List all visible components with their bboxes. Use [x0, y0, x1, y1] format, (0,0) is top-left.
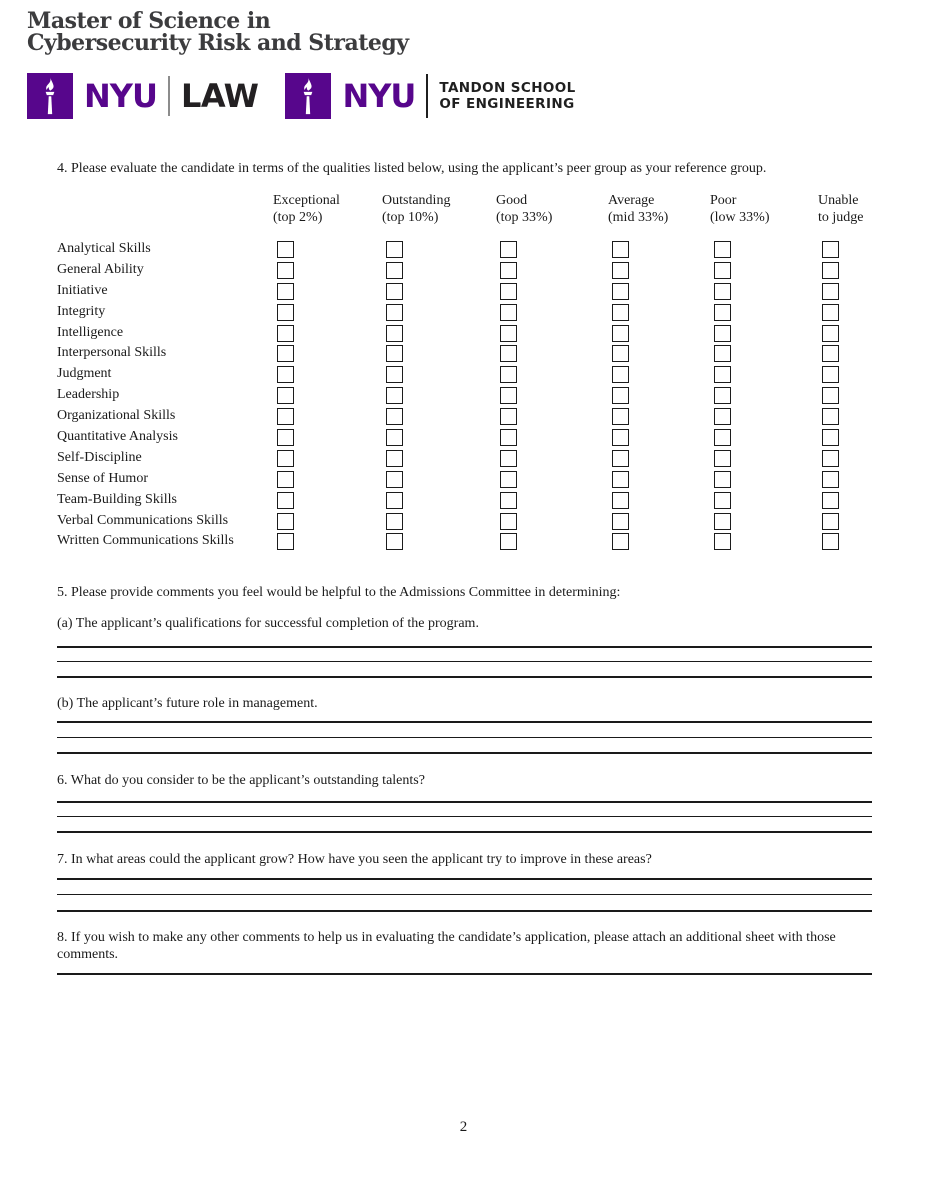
rating-checkbox[interactable]	[822, 387, 839, 404]
rating-cell	[608, 511, 710, 532]
rating-cell	[382, 364, 496, 385]
rating-cell	[608, 531, 710, 552]
rating-checkbox[interactable]	[822, 533, 839, 550]
answer-line[interactable]	[57, 878, 872, 880]
rating-checkbox[interactable]	[714, 408, 731, 425]
rating-cell	[608, 427, 710, 448]
rating-cell	[382, 427, 496, 448]
rating-cell	[382, 406, 496, 427]
rating-cell	[608, 239, 710, 260]
rating-checkbox[interactable]	[500, 304, 517, 321]
rating-checkbox[interactable]	[500, 387, 517, 404]
rating-checkbox[interactable]	[822, 450, 839, 467]
rating-cell	[608, 406, 710, 427]
rating-checkbox[interactable]	[500, 408, 517, 425]
tandon-wordmark: TANDON SCHOOL OF ENGINEERING	[439, 80, 576, 112]
rating-column-header: Poor (low 33%)	[710, 193, 770, 225]
rating-cell	[273, 427, 382, 448]
rating-cell	[710, 260, 818, 281]
answer-line[interactable]	[57, 801, 872, 803]
question-6-prompt: 6. What do you consider to be the applicant’s outstanding talents?	[57, 773, 425, 788]
nyu-wordmark: NYU	[84, 77, 157, 115]
rating-checkbox[interactable]	[714, 241, 731, 258]
quality-row-label: Interpersonal Skills	[57, 345, 167, 361]
rating-checkbox[interactable]	[277, 387, 294, 404]
rating-checkbox[interactable]	[714, 387, 731, 404]
rating-checkbox[interactable]	[277, 366, 294, 383]
rating-checkbox[interactable]	[386, 513, 403, 530]
rating-checkbox[interactable]	[500, 450, 517, 467]
answer-line[interactable]	[57, 894, 872, 895]
rating-cell	[273, 239, 382, 260]
rating-checkbox[interactable]	[386, 304, 403, 321]
rating-cell	[273, 406, 382, 427]
quality-row-label: Leadership	[57, 387, 120, 403]
rating-cell	[382, 448, 496, 469]
rating-checkbox[interactable]	[277, 345, 294, 362]
rating-checkbox[interactable]	[612, 492, 629, 509]
rating-checkbox[interactable]	[822, 471, 839, 488]
rating-checkbox[interactable]	[822, 429, 839, 446]
rating-cell	[818, 239, 873, 260]
rating-cell	[818, 302, 873, 323]
rating-cell	[710, 281, 818, 302]
rating-checkbox[interactable]	[612, 283, 629, 300]
answer-line[interactable]	[57, 721, 872, 723]
rating-cell	[273, 343, 382, 364]
rating-checkbox[interactable]	[500, 241, 517, 258]
answer-line[interactable]	[57, 661, 872, 662]
rating-cell	[382, 281, 496, 302]
rating-cell	[818, 323, 873, 344]
rating-checkbox[interactable]	[714, 513, 731, 530]
answer-line[interactable]	[57, 737, 872, 738]
answer-line[interactable]	[57, 646, 872, 648]
rating-cell	[608, 260, 710, 281]
rating-checkbox[interactable]	[822, 408, 839, 425]
rating-checkbox[interactable]	[386, 345, 403, 362]
page-number: 2	[459, 1119, 468, 1135]
rating-checkbox[interactable]	[386, 241, 403, 258]
rating-cell	[496, 260, 608, 281]
rating-cell	[608, 490, 710, 511]
rating-checkbox[interactable]	[612, 429, 629, 446]
rating-cell	[273, 511, 382, 532]
rating-column-header: Unable to judge	[818, 193, 864, 225]
rating-checkbox-grid	[57, 239, 873, 552]
rating-checkbox[interactable]	[612, 241, 629, 258]
answer-line[interactable]	[57, 816, 872, 817]
rating-cell	[382, 260, 496, 281]
logo-divider	[426, 74, 428, 118]
rating-checkbox[interactable]	[500, 366, 517, 383]
page-title-line1: Master of Science in	[27, 8, 271, 34]
rating-checkbox[interactable]	[822, 325, 839, 342]
rating-checkbox[interactable]	[386, 366, 403, 383]
question-8-prompt: 8. If you wish to make any other comments to help us in evaluating the candidate’s application, please attach an additional sheet with those comments.	[57, 930, 836, 962]
rating-cell	[818, 281, 873, 302]
rating-checkbox[interactable]	[277, 283, 294, 300]
rating-cell	[496, 343, 608, 364]
rating-checkbox[interactable]	[822, 262, 839, 279]
rating-cell	[818, 531, 873, 552]
rating-cell	[273, 323, 382, 344]
question-7-prompt: 7. In what areas could the applicant grow? How have you seen the applicant try to improve in these areas?	[57, 852, 652, 867]
rating-cell	[273, 385, 382, 406]
answer-line[interactable]	[57, 973, 872, 975]
rating-cell	[818, 427, 873, 448]
logo-divider	[168, 76, 170, 116]
rating-cell	[382, 323, 496, 344]
answer-line[interactable]	[57, 676, 872, 678]
rating-checkbox[interactable]	[822, 345, 839, 362]
rating-cell	[496, 323, 608, 344]
rating-checkbox[interactable]	[500, 492, 517, 509]
rating-checkbox[interactable]	[612, 262, 629, 279]
rating-checkbox[interactable]	[500, 283, 517, 300]
rating-cell	[818, 364, 873, 385]
quality-row-label: Intelligence	[57, 324, 124, 340]
rating-checkbox[interactable]	[277, 241, 294, 258]
quality-row-label: Integrity	[57, 303, 106, 319]
rating-checkbox[interactable]	[386, 471, 403, 488]
rating-cell	[496, 469, 608, 490]
rating-checkbox[interactable]	[386, 387, 403, 404]
quality-row-label: Verbal Communications Skills	[57, 512, 229, 528]
rating-cell	[818, 343, 873, 364]
rating-cell	[273, 469, 382, 490]
rating-cell	[273, 260, 382, 281]
quality-row-label: General Ability	[57, 261, 144, 277]
rating-cell	[710, 364, 818, 385]
rating-checkbox[interactable]	[714, 471, 731, 488]
rating-cell	[273, 281, 382, 302]
rating-checkbox[interactable]	[386, 533, 403, 550]
rating-checkbox[interactable]	[277, 450, 294, 467]
rating-column-header: Good (top 33%)	[496, 193, 553, 225]
rating-cell	[710, 511, 818, 532]
rating-cell	[273, 302, 382, 323]
logo-row	[27, 72, 576, 120]
rating-cell	[382, 385, 496, 406]
rating-cell	[496, 490, 608, 511]
rating-cell	[710, 531, 818, 552]
rating-checkbox[interactable]	[714, 262, 731, 279]
rating-checkbox[interactable]	[822, 241, 839, 258]
rating-cell	[608, 281, 710, 302]
rating-cell	[710, 385, 818, 406]
rating-column-headers	[57, 192, 873, 226]
rating-cell	[710, 239, 818, 260]
rating-checkbox[interactable]	[612, 408, 629, 425]
rating-checkbox[interactable]	[714, 304, 731, 321]
rating-checkbox[interactable]	[822, 492, 839, 509]
rating-checkbox[interactable]	[277, 408, 294, 425]
quality-row-label: Quantitative Analysis	[57, 429, 178, 445]
page-title	[27, 10, 409, 54]
nyu-torch-icon	[285, 73, 331, 119]
rating-checkbox[interactable]	[822, 304, 839, 321]
rating-checkbox[interactable]	[386, 429, 403, 446]
rating-cell	[382, 469, 496, 490]
rating-checkbox[interactable]	[500, 345, 517, 362]
rating-checkbox[interactable]	[500, 325, 517, 342]
rating-checkbox[interactable]	[714, 492, 731, 509]
rating-checkbox[interactable]	[386, 408, 403, 425]
rating-checkbox[interactable]	[612, 304, 629, 321]
quality-row-label: Self-Discipline	[57, 449, 142, 465]
law-wordmark: LAW	[180, 77, 259, 115]
nyu-tandon-logo	[285, 72, 575, 120]
rating-cell	[496, 427, 608, 448]
rating-checkbox[interactable]	[822, 283, 839, 300]
rating-checkbox[interactable]	[612, 513, 629, 530]
rating-checkbox[interactable]	[386, 492, 403, 509]
rating-checkbox[interactable]	[386, 283, 403, 300]
rating-cell	[496, 511, 608, 532]
rating-cell	[710, 448, 818, 469]
quality-row-label: Organizational Skills	[57, 408, 176, 424]
rating-checkbox[interactable]	[500, 262, 517, 279]
page-title-line2: Cybersecurity Risk and Strategy	[27, 30, 409, 56]
rating-checkbox[interactable]	[277, 429, 294, 446]
rating-checkbox[interactable]	[277, 325, 294, 342]
rating-checkbox[interactable]	[822, 366, 839, 383]
answer-line[interactable]	[57, 831, 872, 833]
rating-cell	[818, 511, 873, 532]
rating-checkbox[interactable]	[612, 387, 629, 404]
rating-cell	[710, 406, 818, 427]
rating-cell	[710, 302, 818, 323]
rating-cell	[608, 385, 710, 406]
rating-cell	[382, 302, 496, 323]
rating-cell	[710, 343, 818, 364]
rating-checkbox[interactable]	[612, 345, 629, 362]
question-5-prompt: 5. Please provide comments you feel would be helpful to the Admissions Committee in determining:	[57, 585, 621, 600]
rating-checkbox[interactable]	[714, 345, 731, 362]
quality-row-label: Initiative	[57, 282, 108, 298]
rating-checkbox[interactable]	[714, 325, 731, 342]
rating-cell	[496, 531, 608, 552]
nyu-wordmark: NYU	[342, 77, 416, 115]
rating-cell	[818, 385, 873, 406]
rating-cell	[382, 343, 496, 364]
rating-checkbox[interactable]	[277, 304, 294, 321]
answer-line[interactable]	[57, 752, 872, 754]
rating-cell	[273, 490, 382, 511]
rating-cell	[818, 469, 873, 490]
rating-checkbox[interactable]	[500, 471, 517, 488]
rating-checkbox[interactable]	[714, 366, 731, 383]
rating-checkbox[interactable]	[500, 533, 517, 550]
rating-checkbox[interactable]	[500, 429, 517, 446]
rating-cell	[496, 364, 608, 385]
rating-cell	[710, 490, 818, 511]
rating-checkbox[interactable]	[714, 533, 731, 550]
nyu-law-logo	[27, 72, 258, 120]
quality-row-label: Sense of Humor	[57, 470, 148, 486]
rating-cell	[382, 490, 496, 511]
rating-cell	[273, 448, 382, 469]
rating-cell	[818, 260, 873, 281]
rating-cell	[818, 490, 873, 511]
rating-checkbox[interactable]	[612, 450, 629, 467]
rating-checkbox[interactable]	[612, 325, 629, 342]
quality-row-label: Team-Building Skills	[57, 491, 177, 507]
rating-cell	[608, 343, 710, 364]
rating-cell	[818, 448, 873, 469]
rating-checkbox[interactable]	[277, 513, 294, 530]
quality-row-label: Written Communications Skills	[57, 533, 234, 549]
rating-cell	[382, 239, 496, 260]
question-5b-prompt: (b) The applicant’s future role in management.	[57, 696, 318, 711]
rating-column-header: Outstanding (top 10%)	[382, 193, 451, 225]
rating-cell	[273, 531, 382, 552]
rating-column-header: Exceptional (top 2%)	[273, 193, 340, 225]
rating-cell	[382, 511, 496, 532]
rating-cell	[608, 323, 710, 344]
rating-checkbox[interactable]	[277, 471, 294, 488]
rating-cell	[496, 406, 608, 427]
rating-cell	[608, 364, 710, 385]
rating-checkbox[interactable]	[714, 429, 731, 446]
answer-line[interactable]	[57, 910, 872, 912]
quality-row-label: Analytical Skills	[57, 241, 151, 256]
rating-checkbox[interactable]	[822, 513, 839, 530]
rating-cell	[273, 364, 382, 385]
rating-cell	[496, 239, 608, 260]
rating-checkbox[interactable]	[277, 262, 294, 279]
rating-checkbox[interactable]	[500, 513, 517, 530]
quality-row-label: Judgment	[57, 366, 112, 382]
rating-cell	[608, 469, 710, 490]
rating-checkbox[interactable]	[714, 450, 731, 467]
rating-checkbox[interactable]	[277, 492, 294, 509]
rating-cell	[710, 323, 818, 344]
nyu-torch-icon	[27, 73, 73, 119]
rating-cell	[710, 427, 818, 448]
rating-cell	[496, 281, 608, 302]
rating-checkbox[interactable]	[386, 450, 403, 467]
rating-checkbox[interactable]	[386, 325, 403, 342]
rating-checkbox[interactable]	[714, 283, 731, 300]
question-5a-prompt: (a) The applicant’s qualifications for successful completion of the program.	[57, 616, 479, 631]
rating-cell	[496, 385, 608, 406]
rating-checkbox[interactable]	[277, 533, 294, 550]
rating-cell	[710, 469, 818, 490]
rating-cell	[608, 448, 710, 469]
rating-cell	[496, 448, 608, 469]
rating-checkbox[interactable]	[612, 366, 629, 383]
rating-checkbox[interactable]	[612, 533, 629, 550]
rating-column-header: Average (mid 33%)	[608, 193, 669, 225]
rating-checkbox[interactable]	[386, 262, 403, 279]
rating-cell	[608, 302, 710, 323]
question-4-prompt: 4. Please evaluate the candidate in terms of the qualities listed below, using the applicant’s peer group as your reference group.	[57, 161, 767, 176]
rating-checkbox[interactable]	[612, 471, 629, 488]
rating-cell	[382, 531, 496, 552]
rating-cell	[818, 406, 873, 427]
rating-cell	[496, 302, 608, 323]
